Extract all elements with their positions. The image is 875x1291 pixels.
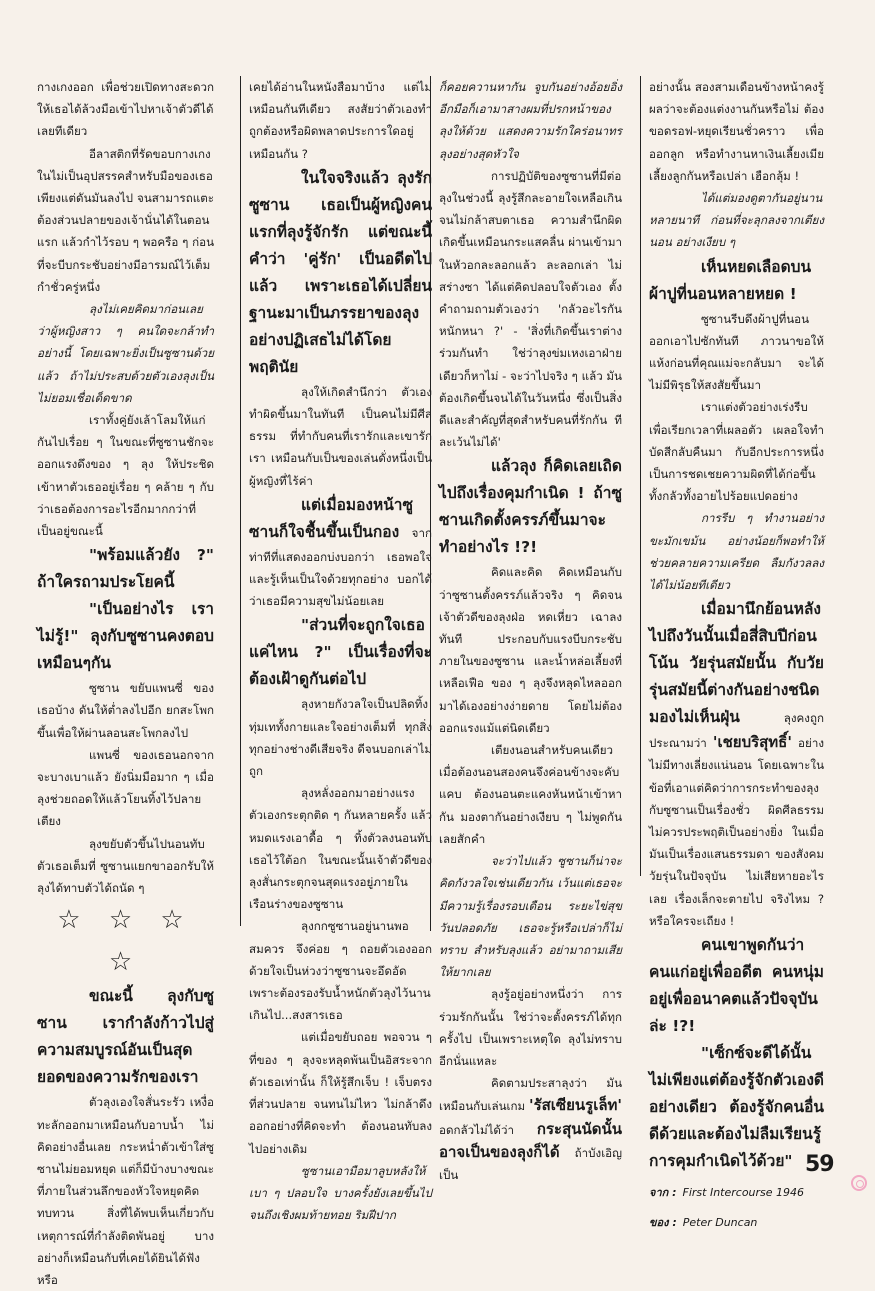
bold-pull-paragraph: "พร้อมแล้วยัง ?" ถ้าใครถามประโยคนี้ (37, 546, 214, 592)
paragraph: ลุงหายกังวลใจเป็นปลิดทิ้ง ทุ่มเททั้งกายและใจอย่างเต็มที่ ทุกสิ่งทุกอย่างช่างดีเสียจริง ดีจนบอกเล่าไม่ถูก (249, 697, 432, 779)
bold-phrase: 'รัสเซียนรูเล็ท' (528, 1096, 622, 1115)
paragraph (649, 596, 824, 932)
text-run: คิดตามประสาลุงว่า มันเหมือนกับเล่นเกม (439, 1076, 622, 1114)
text-run: ถ้าบังเอิญเป็น (439, 1145, 622, 1182)
bold-pull-paragraph: ขณะนี้ ลุงกับซูซาน เรากำลังก้าวไปสู่ความสมบูรณ์อันเป็นสุดยอดของความรักของเรา (37, 987, 214, 1087)
source-credit (649, 1211, 824, 1235)
bold-pull-paragraph: ในใจจริงแล้ว ลุงรักซูซาน เธอเป็นผู้หญิงคนแรกที่ลุงรู้จักรัก แต่ขณะนี้คำว่า 'คู่รัก' เป็นอดีตไปแล้ว เพราะเธอได้เปลี่ยนฐานะมาเป็นภรรยาของลุง อย่างปฏิเสธไม่ได้โดยพฤตินัย (249, 168, 432, 376)
paragraph (439, 1072, 622, 1186)
column-1 (37, 76, 214, 1287)
star-divider-icon: ☆ ☆ ☆ ☆ (57, 905, 194, 978)
credit-value: First Intercourse 1946 (682, 1186, 805, 1200)
paragraph: อย่างนั้น สองสามเดือนข้างหน้าคงรู้ผลว่าจะต้องแต่งงานกันหรือไม่ ต้องขอดรอฟ-หยุดเรียนชั่วคราว เพื่อออกลูก หรือทำงานหาเงินเลี้ยงเมียเลี้ยงลูกกันหรือเปล่า เฮือกลุ้ม ! (649, 80, 824, 183)
bold-lead: แต่เมื่อมองหน้าซูซานก็ใจชื้นขึ้นเป็นกอง (249, 495, 414, 541)
paragraph: ได้แต่มองดูตากันอยู่นานหลายนาที ก่อนที่จะลุกลงจากเตียงนอน อย่างเงียบ ๆ (649, 191, 824, 250)
paragraph: ลุงให้เกิดสำนึกว่า ตัวเองทำผิดขึ้นมาในทันที เป็นคนไม่มีศีลธรรม ที่ทำกับคนที่เรารักและเขารักเรา เหมือนกับเป็นของเล่นดั่งหนึ่งเป็นผู้หญิงที่ไร้ค่า (249, 384, 432, 488)
paragraph: การปฏิบัติของซูซานที่มีต่อลุงในช่วงนี้ ลุงรู้สึกละอายใจเหลือเกิน จนไม่กล้าสบตาเธอ ความสำนึกผิดเกิดขึ้นเหมือนกระแสคลื่น ผ่านเข้ามาในหัวอกละลอกแล้ว ละลอกเล่า ไม่สร่างซา ได้แต่คิดปลอบใจตัวเอง ตั้งคำถามถามตัวเองว่า 'กลัวอะไรกันหนักหนา ?' - 'สิ่งที่เกิดขึ้นเราต่างร่วมกันทำ ใช่ว่าลุงข่มเหงเอาฝ่ายเดียวก็หาไม่ - จะว่าไปจริง ๆ แล้ว มันต้องเกิดขึ้นจนได้ในวันหนึ่ง ซึ่งเป็นสิ่งดีและสำคัญที่สุดสำหรับคนที่รักกัน ทีละเว้นไม่ได้' (439, 168, 622, 450)
text-run: อดกลัวไม่ได้ว่า (439, 1122, 537, 1137)
bold-phrase: กระสุนนัดนั้นอาจเป็นของลุงก็ได้ (439, 1119, 622, 1161)
paragraph: ลุงหลั่งออกมาอย่างแรง ตัวเองกระตุกติด ๆ กันหลายครั้ง แล้วหมดแรงเอาดื้อ ๆ ทิ้งตัวลงนอนทับเธอไว้ใต้อก ในขณะนั้นเจ้าตัวดีของลุงสั่นกระตุกจนสุดแรงอยู่ภายในเรือนร่างของซูซาน (249, 786, 432, 912)
bold-pull-paragraph: แล้วลุง ก็คิดเลยเถิดไปถึงเรื่องคุมกำเนิด ! ถ้าซูซานเกิดตั้งครรภ์ขึ้นมาจะทำอย่างไร !?! (439, 457, 622, 557)
bold-pull-paragraph: คนเขาพูดกันว่า คนแก่อยู่เพื่ออดีต คนหนุ่มอยู่เพื่ออนาคตแล้วปัจจุบันล่ะ !?! (649, 936, 824, 1036)
paragraph: เตียงนอนสำหรับคนเดียว เมื่อต้องนอนสองคนจึงค่อนข้างจะคับแคบ ต้องนอนตะแคงหันหน้าเข้าหากัน มองตากันอย่างเงียบ ๆ ไม่พูดกันเลยสักคำ (439, 743, 622, 846)
paragraph: ลุงไม่เคยคิดมาก่อนเลยว่าผู้หญิงสาว ๆ คนใดจะกล้าทำอย่างนี้ โดยเฉพาะยิ่งเป็นซูซานด้วยแล้ว ถ้าไม่ประสบด้วยตัวเองลุงเป็นไม่ยอมเชื่อเด็ดขาด (37, 302, 214, 405)
paragraph: ลุงขยับตัวขึ้นไปนอนทับตัวเธอเต็มที่ ซูซานแยกขาออกรับให้ลุงได้ทาบตัวได้ถนัด ๆ (37, 836, 214, 896)
credit-value: Peter Duncan (682, 1216, 758, 1230)
paragraph: ลุงกกซูซานอยู่นานพอสมควร จึงค่อย ๆ ถอยตัวเองออก ด้วยใจเป็นห่วงว่าซูซานจะอึดอัด เพราะต้องรองรับน้ำหนักตัวลุงไว้นานเกินไป...สงสารเธอ (249, 919, 432, 1023)
bold-pull-paragraph: "เซ็กซ์จะดีได้นั้น ไม่เพียงแต่ต้องรู้จักตัวเองดีอย่างเดียว ต้องรู้จักคนอื่นดีด้วยและต้องไม่ลืมเรียนรู้การคุมกำเนิดไว้ด้วย" (649, 1044, 824, 1171)
column-2 (240, 76, 432, 1223)
paragraph: ตัวลุงเองใจสั่นระรัว เหงื่อทะลักออกมาเหมือนกับอาบน้ำ ไม่คิดอย่างอื่นเลย กระหน่ำตัวเข้าใส่ซูซานไม่ยอมหยุด แต่ก็มีบ้างบางขณะที่ภายในส่วนลึกของหัวใจหยุดคิดทบทวน สิ่งที่ได้พบเห็นเกี่ยวกับเหตุการณ์ที่กำลังติดพันอยู่ บางอย่างก็เหมือนกับที่เคยได้ยินได้ฟัง หรือ (37, 1095, 214, 1287)
column-3 (430, 76, 622, 1182)
bold-phrase: 'เชยบริสุทธิ์' (712, 733, 792, 752)
page-number: 59 (805, 1152, 834, 1177)
bold-pull-paragraph: "ส่วนที่จะถูกใจเธอแค่ไหน ?" เป็นเรื่องที่จะต้องเฝ้าดูกันต่อไป (249, 616, 432, 689)
paragraph: แต่เมื่อขยับถอย พอจวน ๆ ที่ของ ๆ ลุงจะหลุดพ้นเป็นอิสระจากตัวเธอเท่านั้น ก็ให้รู้สึกเจ็บ ! เจ็บตรงที่ส่วนปลาย จนทนไม่ไหว ไม่กล้าดึงออกอย่างที่คิดจะทำ ต้องนอนทับลงไปอย่างเดิม (249, 1030, 432, 1156)
paragraph: ก็คอยควานหากัน จูบกันอย่างอ้อยอิ่ง อีกมือก็เอามาสางผมที่ปรกหน้าของลุงให้ด้วย แสดงความรักใคร่อนาทรลุงอย่างสุดหัวใจ (439, 80, 622, 161)
bold-pull-paragraph: เห็นหยดเลือดบนผ้าปูที่นอนหลายหยด ! (649, 257, 812, 303)
text-run: อย่างไม่มีทางเลี่ยงแน่นอน โดยเฉพาะในข้อที่เอาแต่คิดว่าการกระทำของลุงกับซูซานเป็นเรื่องชั่ว ผิดศีลธรรม ไม่ควรประพฤติเป็นอย่างยิ่ง ในเมื่อมันเป็นเรื่องแสนธรรมดา ของสังคมวัยรุ่นในปัจจุบัน ไม่เสียหายอะไรเลย เรื่องเล็กจะตายไป จริงไหม ? หรือใครจะเถียง ! (649, 736, 824, 928)
source-credit (649, 1181, 824, 1205)
bold-pull-paragraph: "เป็นอย่างไร เราไม่รู้!" ลุงกับซูซานคงตอบเหมือนๆกัน (37, 600, 214, 673)
paragraph: ซูซานรีบดึงผ้าปูที่นอนออกเอาไปซักทันที ภาวนาขอให้แห้งก่อนที่คุณแม่จะกลับมา จะได้ไม่มีพิรุธให้สงสัยขึ้นมา (649, 311, 824, 393)
paragraph: ซูซานเอามือมาลูบหลังให้เบา ๆ ปลอบใจ บางครั้งยังเลยขึ้นไปจนถึงเชิงผมท้ายทอย ริมฝีปาก (249, 1163, 432, 1223)
paragraph: จะว่าไปแล้ว ซูซานก็น่าจะคิดกังวลใจเช่นเดียวกัน เว้นแต่เธอจะมีความรู้เรื่องรอบเดือน ระยะไข่สุข วันปลอดภัย เธอจะรู้หรือเปล่าก็ไม่ทราบ สำหรับลุงแล้ว อย่ามาถามเสียให้ยากเลย (439, 854, 622, 980)
paragraph: เราแต่งตัวอย่างเร่งรีบ เพื่อเรียกเวลาที่เผลอตัว เผลอใจทำบัดสีกลับคืนมา กับอีกประการหนึ่ง เป็นการชดเชยความผิดที่ได้ก่อขึ้นทั้งกลัวทั้งอายไปร้อยแปดอย่าง (649, 400, 824, 504)
paragraph: แพนซี่ ของเธอนอกจากจะบางเบาแล้ว ยังนิ่มมือมาก ๆ เมื่อลุงช่วยถอดให้แล้วโยนทิ้งไว้ปลายเตียง (37, 747, 214, 829)
paragraph: การรีบ ๆ ทำงานอย่างขะมักเขม้น อย่างน้อยก็พอทำให้ช่วยคลายความเครียด ลืมกังวลลงได้ไม่น้อยทีเดียว (649, 511, 824, 593)
rose-logo-icon (851, 1175, 867, 1191)
bold-lead: เมื่อมานึกย้อนหลังไปถึงวันนั้นเมื่อสี่สิบปีก่อนโน้น วัยรุ่นสมัยนั้น กับวัยรุ่นสมัยนี้ต่างกันอย่างชนิดมองไม่เห็นฝุ่น (649, 600, 824, 727)
credit-label: จาก : (649, 1186, 677, 1200)
paragraph: คิดและคิด คิดเหมือนกับว่าซูซานตั้งครรภ์แล้วจริง ๆ คิดจนเจ้าตัวดีของลุงฝ่อ หดเหี่ยว เฉาลงทันที ประกอบกับแรงบีบกระชับภายในของซูซาน และน้ำหล่อเลี้ยงที่เหลือเฟือ ของ ๆ ลุงจึงหลุดไหลออกมาได้เองอย่างง่ายดาย โดยไม่ต้องออกแรงแม้แต่นิดเดียว (439, 565, 622, 735)
paragraph: อีลาสติกที่รัดขอบกางเกงในไม่เป็นอุปสรรคสำหรับมือของเธอ เพียงแต่ดันมันลงไป จนสามารถแตะต้องส่วนปลายของเจ้านั่นได้ในตอนแรก แล้วกำไว้รอบ ๆ พอครือ ๆ ก่อนที่จะบีบกระชับอย่างมีอารมณ์ไว้เต็มกำชั่วครู่หนึ่ง (37, 146, 214, 294)
paragraph (249, 492, 432, 613)
credit-label: ของ : (649, 1216, 677, 1230)
paragraph: เคยได้อ่านในหนังสือมาบ้าง แต่ไม่เหมือนกันทีเดียว สงสัยว่าตัวเองทำถูกต้องหรือผิดพลาดประการใดอยู่เหมือนกัน ? (249, 80, 432, 161)
paragraph: ลุงรู้อยู่อย่างหนึ่งว่า การร่วมรักกันนั้น ใช่ว่าจะตั้งครรภ์ได้ทุกครั้งไป เป็นเพราะเหตุใด ลุงไม่ทราบอีกนั่นแหละ (439, 987, 622, 1068)
text-run: ลุงคงถูกประณามว่า (649, 711, 824, 751)
paragraph: ซูซาน ขยับแพนซี่ ของเธอบ้าง ดันให้ต่ำลงไปอีก ยกสะโพกขึ้นเพื่อให้ผ่านลอนสะโพกลงไป (37, 681, 214, 740)
paragraph: กางเกงออก เพื่อช่วยเปิดทางสะดวกให้เธอได้ล้วงมือเข้าไปหาเจ้าตัวดีได้เลยทีเดียว (37, 80, 214, 139)
text-run: จากท่าทีที่แสดงออกบ่งบอกว่า เธอพอใจและรู้เห็นเป็นใจด้วยทุกอย่าง บอกได้ว่าเธอมีความสุขไม่น้อยเลย (249, 525, 432, 609)
paragraph: เราทั้งคู่ยังเล้าโลมให้แก่กันไปเรื่อย ๆ ในขณะที่ซูซานชักจะออกแรงดึงของ ๆ ลุง ให้ประชิดเข้าหาตัวเธออยู่เรื่อย ๆ คล้าย ๆ กับว่าเธอต้องการอะไรอีกมากกว่าที่เป็นอยู่ขณะนี้ (37, 413, 214, 539)
